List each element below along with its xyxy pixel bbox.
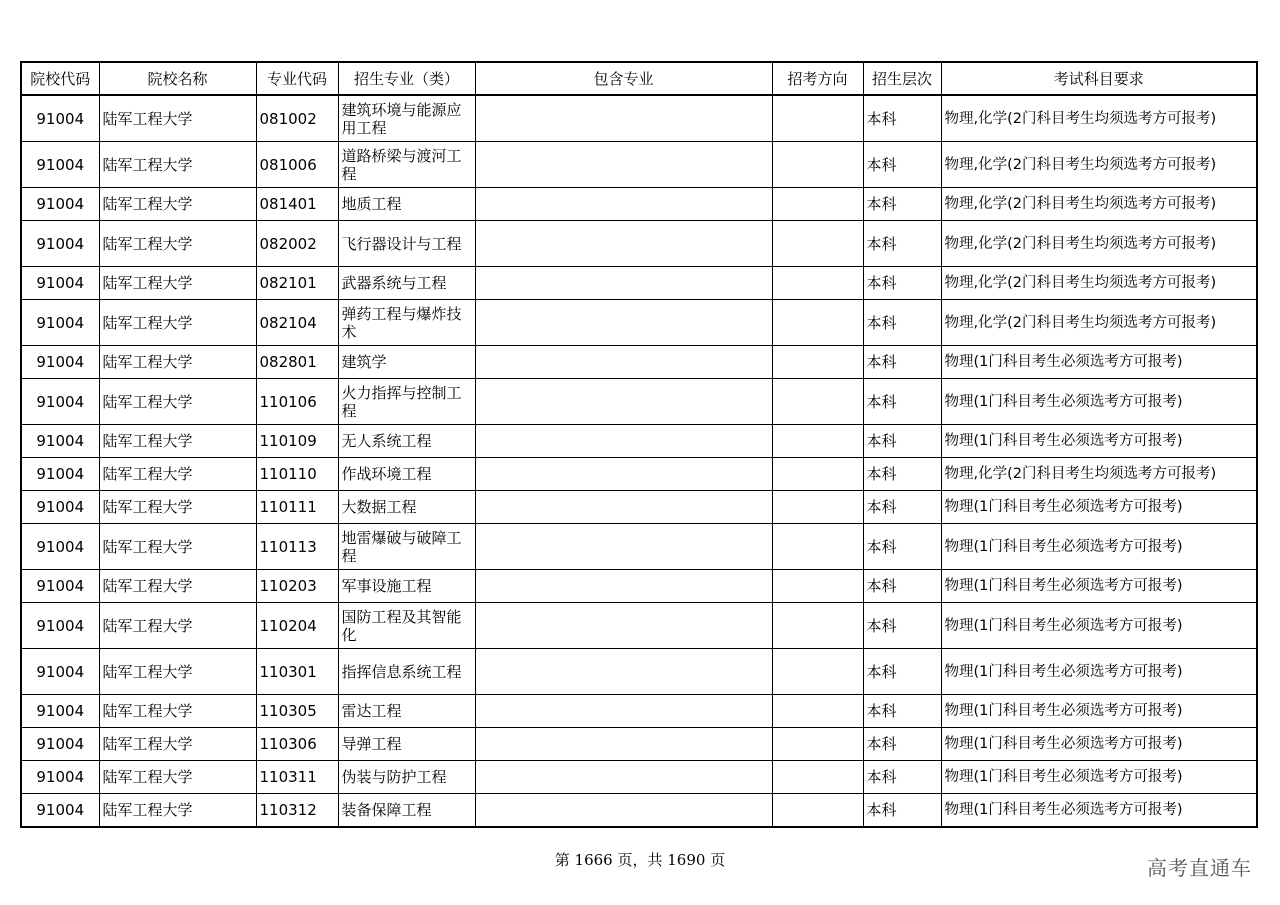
- school-name-cell: 陆军工程大学: [99, 95, 256, 142]
- included-majors-cell: [475, 649, 772, 695]
- school-code-cell: 91004: [21, 570, 99, 603]
- major-code-cell: 081401: [256, 188, 338, 221]
- major-cell: 大数据工程: [338, 491, 475, 524]
- school-name-cell: 陆军工程大学: [99, 794, 256, 828]
- direction-cell: [772, 346, 863, 379]
- major-code-cell: 110305: [256, 695, 338, 728]
- table-row: [21, 221, 1257, 267]
- direction-cell: [772, 425, 863, 458]
- school-name-cell: 陆军工程大学: [99, 142, 256, 188]
- level-cell: 本科: [863, 379, 941, 425]
- direction-cell: [772, 221, 863, 267]
- included-majors-cell: [475, 425, 772, 458]
- direction-cell: [772, 142, 863, 188]
- level-cell: 本科: [863, 728, 941, 761]
- direction-cell: [772, 761, 863, 794]
- direction-cell: [772, 794, 863, 828]
- direction-cell: [772, 649, 863, 695]
- level-cell: 本科: [863, 794, 941, 828]
- direction-cell: [772, 491, 863, 524]
- school-code-cell: 91004: [21, 491, 99, 524]
- major-cell: 作战环境工程: [338, 458, 475, 491]
- school-name-cell: 陆军工程大学: [99, 524, 256, 570]
- table-row: [21, 458, 1257, 491]
- major-code-cell: 110106: [256, 379, 338, 425]
- table-row: [21, 649, 1257, 695]
- header-requirement: 考试科目要求: [941, 62, 1257, 95]
- major-code-cell: 110111: [256, 491, 338, 524]
- level-cell: 本科: [863, 761, 941, 794]
- major-code-cell: 081006: [256, 142, 338, 188]
- major-cell: 无人系统工程: [338, 425, 475, 458]
- header-school-name: 院校名称: [99, 62, 256, 95]
- requirement-cell: 物理,化学(2门科目考生均须选考方可报考): [941, 221, 1257, 267]
- school-code-cell: 91004: [21, 728, 99, 761]
- level-cell: 本科: [863, 458, 941, 491]
- included-majors-cell: [475, 300, 772, 346]
- requirement-cell: 物理,化学(2门科目考生均须选考方可报考): [941, 300, 1257, 346]
- included-majors-cell: [475, 142, 772, 188]
- major-cell: 火力指挥与控制工程: [338, 379, 475, 425]
- direction-cell: [772, 379, 863, 425]
- included-majors-cell: [475, 761, 772, 794]
- table-row: [21, 379, 1257, 425]
- school-name-cell: 陆军工程大学: [99, 695, 256, 728]
- included-majors-cell: [475, 524, 772, 570]
- direction-cell: [772, 188, 863, 221]
- major-code-cell: 110109: [256, 425, 338, 458]
- header-level: 招生层次: [863, 62, 941, 95]
- school-code-cell: 91004: [21, 95, 99, 142]
- major-cell: 地雷爆破与破障工程: [338, 524, 475, 570]
- level-cell: 本科: [863, 300, 941, 346]
- requirement-cell: 物理(1门科目考生必须选考方可报考): [941, 491, 1257, 524]
- school-name-cell: 陆军工程大学: [99, 649, 256, 695]
- table-row: [21, 491, 1257, 524]
- major-code-cell: 082101: [256, 267, 338, 300]
- table-row: [21, 761, 1257, 794]
- level-cell: 本科: [863, 524, 941, 570]
- school-code-cell: 91004: [21, 794, 99, 828]
- table-row: [21, 300, 1257, 346]
- major-cell: 军事设施工程: [338, 570, 475, 603]
- level-cell: 本科: [863, 267, 941, 300]
- requirement-cell: 物理,化学(2门科目考生均须选考方可报考): [941, 458, 1257, 491]
- school-name-cell: 陆军工程大学: [99, 346, 256, 379]
- direction-cell: [772, 267, 863, 300]
- major-code-cell: 110311: [256, 761, 338, 794]
- included-majors-cell: [475, 491, 772, 524]
- included-majors-cell: [475, 346, 772, 379]
- admissions-table: [20, 61, 1258, 828]
- school-code-cell: 91004: [21, 761, 99, 794]
- school-code-cell: 91004: [21, 524, 99, 570]
- requirement-cell: 物理(1门科目考生必须选考方可报考): [941, 649, 1257, 695]
- direction-cell: [772, 728, 863, 761]
- major-cell: 雷达工程: [338, 695, 475, 728]
- major-code-cell: 110113: [256, 524, 338, 570]
- major-cell: 装备保障工程: [338, 794, 475, 828]
- school-name-cell: 陆军工程大学: [99, 221, 256, 267]
- major-cell: 地质工程: [338, 188, 475, 221]
- major-code-cell: 110306: [256, 728, 338, 761]
- school-name-cell: 陆军工程大学: [99, 761, 256, 794]
- school-name-cell: 陆军工程大学: [99, 188, 256, 221]
- direction-cell: [772, 458, 863, 491]
- major-cell: 国防工程及其智能化: [338, 603, 475, 649]
- table-row: [21, 142, 1257, 188]
- school-code-cell: 91004: [21, 221, 99, 267]
- table-row: [21, 346, 1257, 379]
- requirement-cell: 物理,化学(2门科目考生均须选考方可报考): [941, 95, 1257, 142]
- included-majors-cell: [475, 570, 772, 603]
- major-code-cell: 082002: [256, 221, 338, 267]
- table-row: [21, 188, 1257, 221]
- level-cell: 本科: [863, 695, 941, 728]
- direction-cell: [772, 695, 863, 728]
- included-majors-cell: [475, 95, 772, 142]
- included-majors-cell: [475, 188, 772, 221]
- included-majors-cell: [475, 728, 772, 761]
- requirement-cell: 物理(1门科目考生必须选考方可报考): [941, 728, 1257, 761]
- major-code-cell: 110312: [256, 794, 338, 828]
- major-cell: 武器系统与工程: [338, 267, 475, 300]
- requirement-cell: 物理(1门科目考生必须选考方可报考): [941, 794, 1257, 828]
- major-code-cell: 110203: [256, 570, 338, 603]
- table-row: [21, 603, 1257, 649]
- included-majors-cell: [475, 603, 772, 649]
- header-included-majors: 包含专业: [475, 62, 772, 95]
- included-majors-cell: [475, 379, 772, 425]
- direction-cell: [772, 603, 863, 649]
- school-code-cell: 91004: [21, 142, 99, 188]
- direction-cell: [772, 300, 863, 346]
- school-code-cell: 91004: [21, 695, 99, 728]
- level-cell: 本科: [863, 221, 941, 267]
- major-code-cell: 110204: [256, 603, 338, 649]
- major-cell: 伪装与防护工程: [338, 761, 475, 794]
- requirement-cell: 物理,化学(2门科目考生均须选考方可报考): [941, 188, 1257, 221]
- major-cell: 弹药工程与爆炸技术: [338, 300, 475, 346]
- level-cell: 本科: [863, 425, 941, 458]
- major-code-cell: 110301: [256, 649, 338, 695]
- included-majors-cell: [475, 794, 772, 828]
- school-name-cell: 陆军工程大学: [99, 491, 256, 524]
- requirement-cell: 物理(1门科目考生必须选考方可报考): [941, 603, 1257, 649]
- header-major: 招生专业（类）: [338, 62, 475, 95]
- header-row: [21, 62, 1257, 95]
- major-code-cell: 082104: [256, 300, 338, 346]
- requirement-cell: 物理(1门科目考生必须选考方可报考): [941, 570, 1257, 603]
- school-name-cell: 陆军工程大学: [99, 267, 256, 300]
- level-cell: 本科: [863, 142, 941, 188]
- school-code-cell: 91004: [21, 346, 99, 379]
- school-name-cell: 陆军工程大学: [99, 379, 256, 425]
- header-school-code: 院校代码: [21, 62, 99, 95]
- requirement-cell: 物理(1门科目考生必须选考方可报考): [941, 346, 1257, 379]
- requirement-cell: 物理(1门科目考生必须选考方可报考): [941, 425, 1257, 458]
- included-majors-cell: [475, 267, 772, 300]
- requirement-cell: 物理,化学(2门科目考生均须选考方可报考): [941, 267, 1257, 300]
- header-direction: 招考方向: [772, 62, 863, 95]
- school-name-cell: 陆军工程大学: [99, 570, 256, 603]
- watermark: 高考直通车: [1147, 856, 1252, 880]
- direction-cell: [772, 95, 863, 142]
- major-cell: 飞行器设计与工程: [338, 221, 475, 267]
- school-name-cell: 陆军工程大学: [99, 728, 256, 761]
- table-row: [21, 695, 1257, 728]
- school-name-cell: 陆军工程大学: [99, 603, 256, 649]
- school-name-cell: 陆军工程大学: [99, 300, 256, 346]
- level-cell: 本科: [863, 346, 941, 379]
- direction-cell: [772, 570, 863, 603]
- major-code-cell: 110110: [256, 458, 338, 491]
- level-cell: 本科: [863, 649, 941, 695]
- requirement-cell: 物理,化学(2门科目考生均须选考方可报考): [941, 142, 1257, 188]
- table-row: [21, 570, 1257, 603]
- school-code-cell: 91004: [21, 425, 99, 458]
- major-code-cell: 081002: [256, 95, 338, 142]
- requirement-cell: 物理(1门科目考生必须选考方可报考): [941, 695, 1257, 728]
- included-majors-cell: [475, 221, 772, 267]
- major-cell: 建筑学: [338, 346, 475, 379]
- major-code-cell: 082801: [256, 346, 338, 379]
- school-code-cell: 91004: [21, 300, 99, 346]
- table-row: [21, 794, 1257, 828]
- requirement-cell: 物理(1门科目考生必须选考方可报考): [941, 379, 1257, 425]
- included-majors-cell: [475, 458, 772, 491]
- level-cell: 本科: [863, 188, 941, 221]
- table-row: [21, 524, 1257, 570]
- level-cell: 本科: [863, 570, 941, 603]
- table-row: [21, 267, 1257, 300]
- table-row: [21, 95, 1257, 142]
- header-major-code: 专业代码: [256, 62, 338, 95]
- level-cell: 本科: [863, 491, 941, 524]
- major-cell: 指挥信息系统工程: [338, 649, 475, 695]
- major-cell: 建筑环境与能源应用工程: [338, 95, 475, 142]
- school-code-cell: 91004: [21, 649, 99, 695]
- school-name-cell: 陆军工程大学: [99, 458, 256, 491]
- table-row: [21, 425, 1257, 458]
- level-cell: 本科: [863, 95, 941, 142]
- school-code-cell: 91004: [21, 603, 99, 649]
- requirement-cell: 物理(1门科目考生必须选考方可报考): [941, 761, 1257, 794]
- school-name-cell: 陆军工程大学: [99, 425, 256, 458]
- direction-cell: [772, 524, 863, 570]
- school-code-cell: 91004: [21, 458, 99, 491]
- major-cell: 道路桥梁与渡河工程: [338, 142, 475, 188]
- included-majors-cell: [475, 695, 772, 728]
- level-cell: 本科: [863, 603, 941, 649]
- page-number: 第 1666 页，共 1690 页: [554, 851, 726, 869]
- requirement-cell: 物理(1门科目考生必须选考方可报考): [941, 524, 1257, 570]
- school-code-cell: 91004: [21, 267, 99, 300]
- school-code-cell: 91004: [21, 379, 99, 425]
- major-cell: 导弹工程: [338, 728, 475, 761]
- school-code-cell: 91004: [21, 188, 99, 221]
- table-row: [21, 728, 1257, 761]
